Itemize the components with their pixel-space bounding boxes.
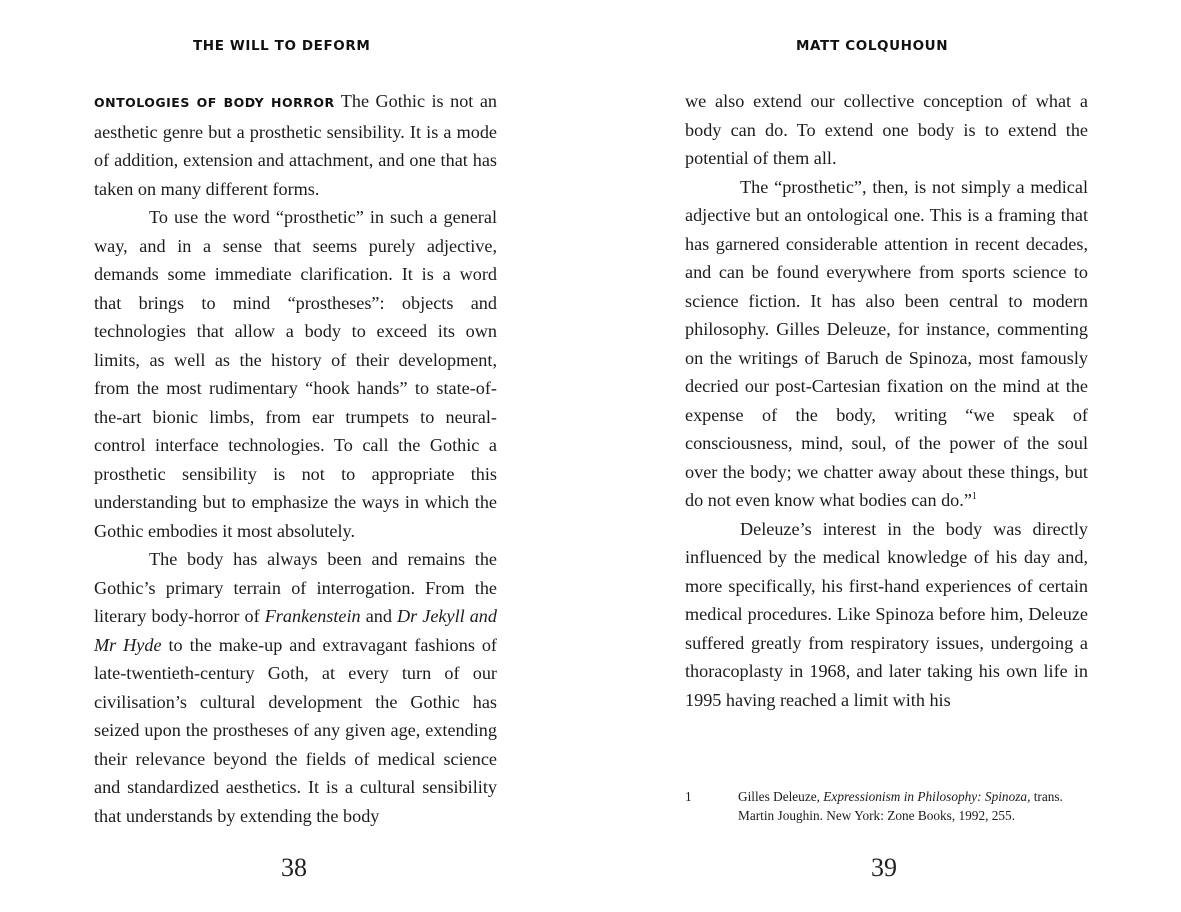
footnote bbox=[685, 787, 1088, 825]
right-page bbox=[591, 0, 1181, 912]
left-paragraph-3-part-a: The body has always been and remains the Gothic’s primary terrain of interrogation. From the literary body-horror of bbox=[94, 549, 497, 626]
left-paragraph-2: To use the word “prosthetic” in such a general way, and in a sense that seems purely adjective, demands some immediate clarification. It is a word that brings to mind “prostheses”: objects and technologies that allow a body to exceed its own limits, as well as the history of their development, from the most rudimentary “hook hands” to state-of-the-art bionic limbs, from ear trumpets to neural-control interface technologies. To call the Gothic a prosthetic sensibility is not to appropriate this understanding but to emphasize the ways in which the Gothic embodies it most absolutely. bbox=[94, 207, 497, 541]
footnote-book-title: Expressionism in Philosophy: Spinoza bbox=[823, 789, 1028, 804]
title-frankenstein: Frankenstein bbox=[264, 606, 361, 626]
section-heading: ONTOLOGIES OF BODY HORROR bbox=[94, 95, 335, 110]
title-jekyll-hyde: Dr Jekyll and Mr Hyde bbox=[94, 606, 497, 655]
running-head-right: MATT COLQUHOUN bbox=[796, 38, 949, 54]
right-paragraph-2 bbox=[685, 173, 1088, 515]
footnote-number: 1 bbox=[685, 789, 692, 804]
right-body-text bbox=[685, 87, 1088, 714]
left-paragraph-3-part-b: and bbox=[360, 606, 398, 626]
right-paragraph-2-text: The “prosthetic”, then, is not simply a medical adjective but an ontological one. This is a framing that has garnered considerable attention in recent decades, and can be found everywhere from sports science to science fiction. It has also been central to modern philosophy. Gilles Deleuze, for instance, commenting on the writings of Baruch de Spinoza, most famously decried our post-Cartesian fixation on the mind at the expense of the body, writing “we speak of consciousness, mind, soul, of the power of the soul over the body; we chatter away about these things, but do not even know what bodies can do.” bbox=[685, 176, 1088, 510]
left-paragraph-1 bbox=[94, 87, 497, 203]
page-number-right: 39 bbox=[871, 853, 897, 882]
footnote-reference[interactable]: 1 bbox=[971, 490, 977, 502]
left-paragraph-1-text: The Gothic is not an aesthetic genre but a prosthetic sensibility. It is a mode of addition, extension and attachment, and one that has taken on many different forms. bbox=[94, 91, 497, 199]
footnote-text-part-a: Gilles Deleuze, bbox=[738, 789, 824, 804]
footnote-text bbox=[738, 787, 1088, 825]
left-paragraph-3 bbox=[94, 545, 497, 830]
left-paragraph-3-part-c: to the make-up and extravagant fashions of late-twentieth-century Goth, at every turn of our civilisation’s cultural development the Gothic has seized upon the prostheses of any given age, extending their relevance beyond the fields of medical science and standardized aesthetics. It is a cultural sensibility that understands by extending the body bbox=[94, 634, 497, 826]
right-paragraph-1: we also extend our collective conception of what a body can do. To extend one body is to extend the potential of them all. bbox=[685, 91, 1088, 168]
running-head-left: THE WILL TO DEFORM bbox=[193, 38, 371, 54]
page-number-left: 38 bbox=[281, 853, 307, 882]
left-page bbox=[0, 0, 590, 912]
left-body-text bbox=[94, 87, 497, 830]
footnote-text-part-b: , trans. Martin Joughin. New York: Zone Books, 1992, 255. bbox=[738, 789, 1063, 823]
right-paragraph-3: Deleuze’s interest in the body was directly influenced by the medical knowledge of his day and, more specifically, his first-hand experiences of certain medical procedures. Like Spinoza before him, Deleuze suffered greatly from respiratory issues, undergoing a thoracoplasty in 1968, and later taking his own life in 1995 having reached a limit with his bbox=[685, 518, 1088, 710]
